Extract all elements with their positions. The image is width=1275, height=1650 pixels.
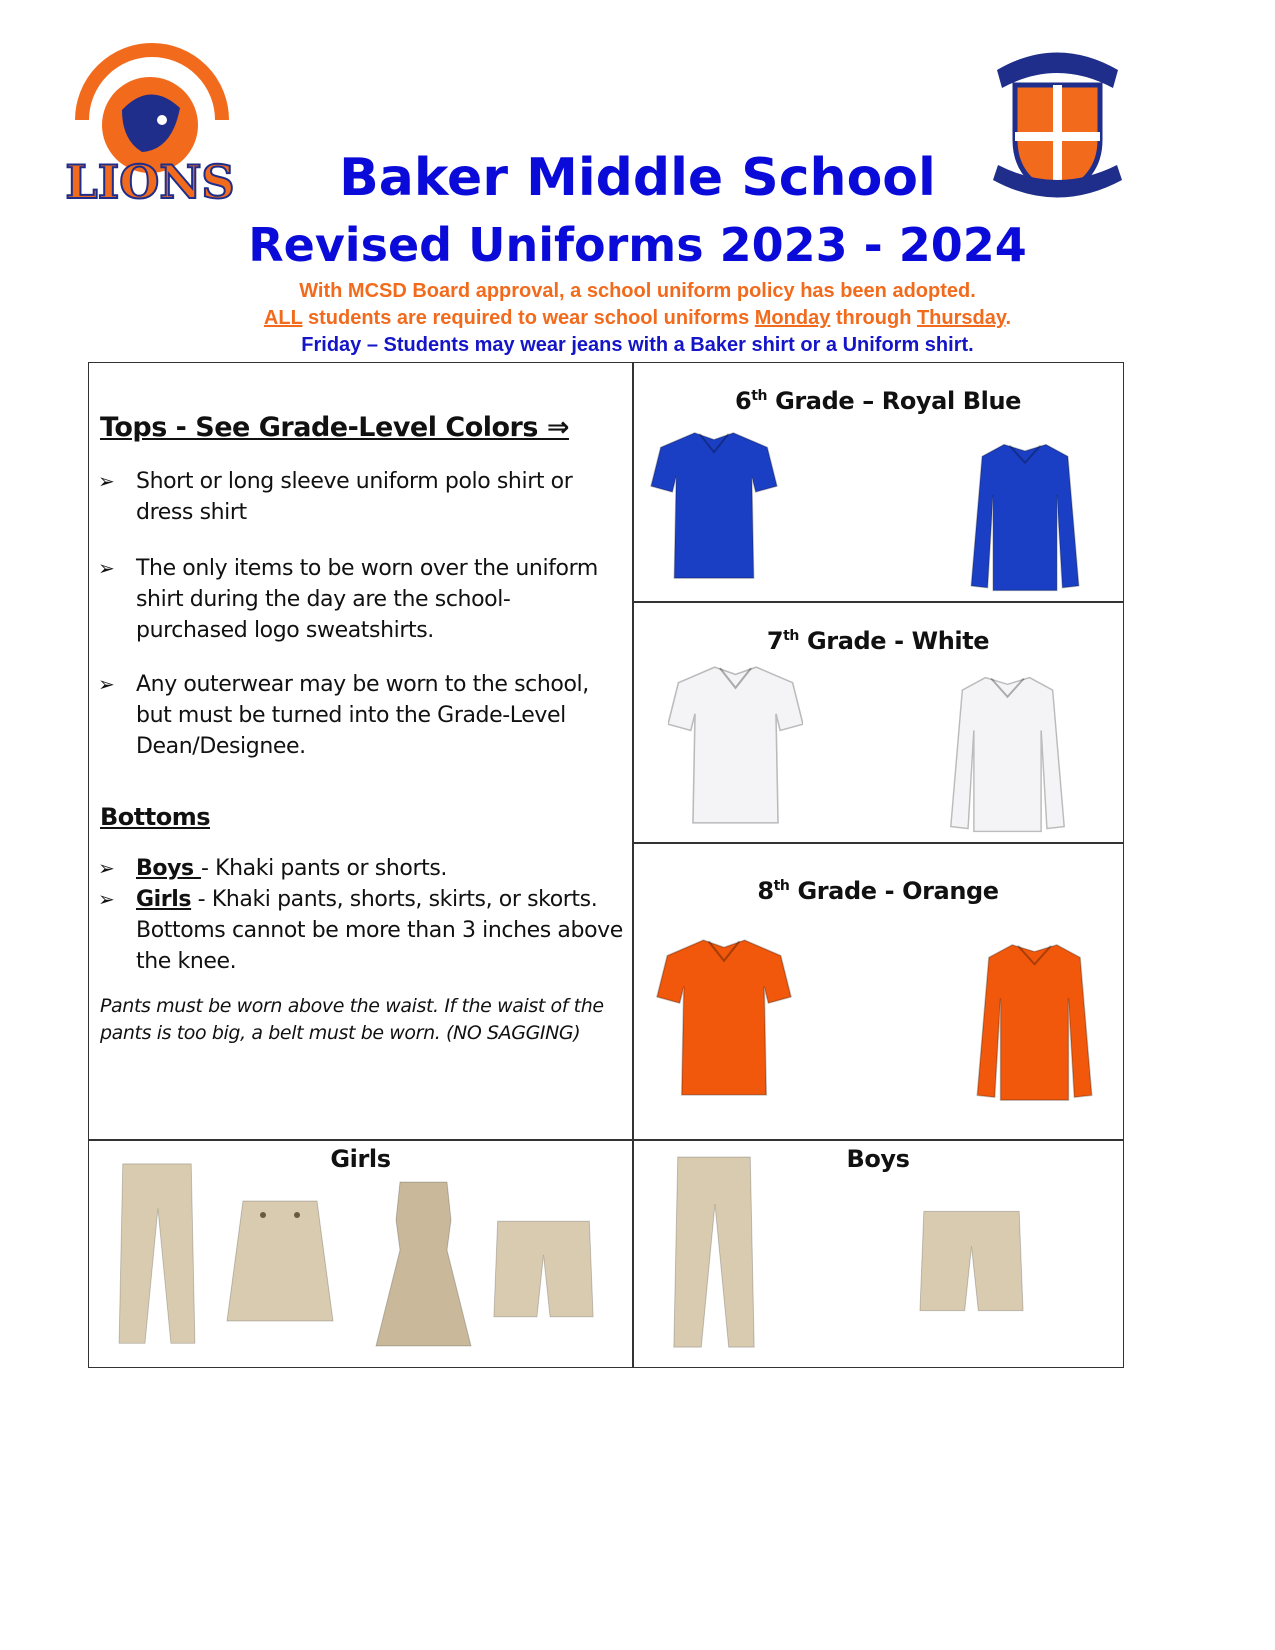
divider [632, 601, 1124, 603]
grade-6-title [633, 387, 1123, 415]
bottoms-heading: Bottoms [100, 803, 211, 831]
white-long-sleeve-polo [945, 672, 1070, 837]
tops-heading: Tops - See Grade-Level Colors ⇒ [100, 412, 569, 443]
girls-label: Girls [136, 887, 192, 912]
blue-short-sleeve-polo [650, 428, 778, 583]
all-text: ALL [263, 307, 303, 329]
grade-7-title [633, 627, 1123, 655]
boys-label: Boys [136, 856, 201, 881]
page-subtitle: Revised Uniforms 2023 - 2024 [248, 218, 1027, 272]
grade-label: Grade - White [799, 627, 990, 655]
boys-title: Boys [846, 1145, 910, 1173]
arrow-bullet-icon: ➢ [98, 469, 115, 493]
grade-num: 7 [766, 627, 784, 655]
period-text: . [1005, 307, 1012, 329]
divider [632, 842, 1124, 844]
page-title: Baker Middle School [339, 148, 936, 208]
boys-pants [668, 1155, 760, 1351]
tops-item [98, 466, 616, 528]
thursday-text: Thursday [916, 307, 1006, 329]
tops-item-text: Short or long sleeve uniform polo shirt or dress shirt [136, 469, 573, 525]
girls-skirt [225, 1195, 335, 1325]
girls-pants [113, 1162, 201, 1347]
arrow-bullet-icon: ➢ [98, 887, 115, 911]
grade-sup: th [783, 628, 799, 644]
mid-text: students are required to wear school uniforms [302, 307, 755, 329]
grade-sup: th [751, 388, 768, 404]
grade-num: 8 [757, 877, 774, 905]
grade-label: Grade - Orange [789, 877, 999, 905]
tops-item [98, 553, 616, 646]
girls-shorts [492, 1213, 595, 1325]
friday-line: Friday – Students may wear jeans with a Baker shirt or a Uniform shirt. [301, 334, 974, 356]
girls-title: Girls [330, 1145, 391, 1173]
bottoms-item-girls [98, 884, 626, 977]
tops-item-text: Any outerwear may be worn to the school, but must be turned into the Grade-Level Dean/Designee. [136, 672, 589, 759]
tops-item-text: The only items to be worn over the uniform shirt during the day are the school-purchased logo sweatshirts. [136, 556, 598, 643]
arrow-bullet-icon: ➢ [98, 556, 115, 580]
divider [632, 362, 634, 1368]
girls-text: - Khaki pants, shorts, skirts, or skorts. Bottoms cannot be more than 3 inches above the knee. [136, 887, 623, 974]
grade-num: 6 [734, 387, 752, 415]
bottoms-item-boys [98, 853, 626, 884]
boys-shorts [918, 1202, 1025, 1320]
arrow-bullet-icon: ➢ [98, 672, 115, 696]
girls-jumper [375, 1180, 472, 1348]
orange-long-sleeve-polo [963, 940, 1106, 1105]
blue-long-sleeve-polo [965, 440, 1085, 595]
divider [88, 1139, 1124, 1141]
requirement-line [0, 307, 1275, 330]
policy-line: With MCSD Board approval, a school uniform policy has been adopted. [299, 280, 976, 302]
through-text: through [830, 307, 917, 329]
white-short-sleeve-polo [668, 660, 803, 830]
monday-text: Monday [754, 307, 831, 329]
grade-label: Grade – Royal Blue [767, 387, 1022, 415]
sagging-note: Pants must be worn above the waist. If the waist of the pants is too big, a belt must be worn. (NO SAGGING) [100, 995, 604, 1044]
boys-text: - Khaki pants or shorts. [200, 856, 447, 881]
orange-short-sleeve-polo [650, 935, 798, 1100]
svg-text:LIONS: LIONS [65, 155, 235, 209]
arrow-bullet-icon: ➢ [98, 856, 115, 880]
grade-8-title [633, 877, 1123, 905]
tops-item [98, 669, 606, 762]
grade-sup: th [773, 878, 790, 894]
